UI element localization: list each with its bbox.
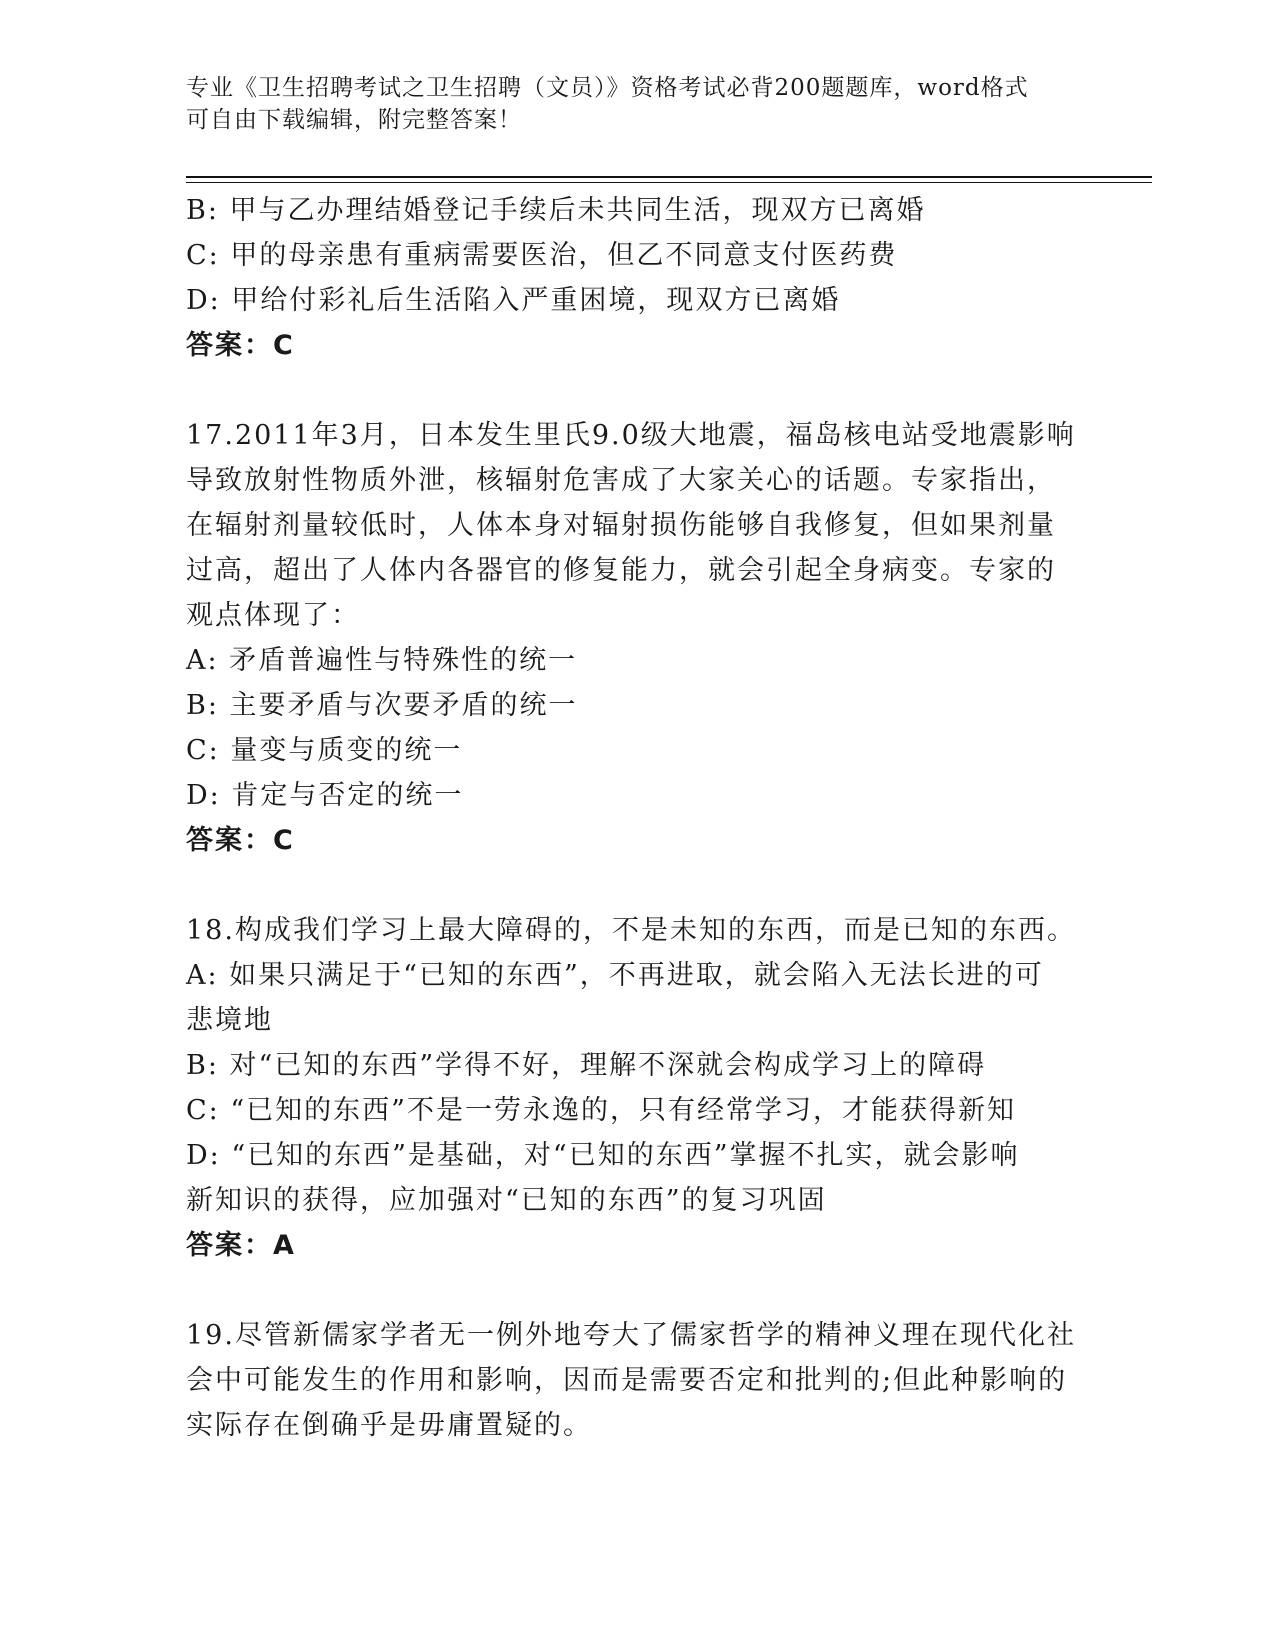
question-16-option-c: C: 甲的母亲患有重病需要医治，但乙不同意支付医药费	[186, 240, 898, 271]
question-17-stem-line-4: 过高，超出了人体内各器官的修复能力，就会引起全身病变。专家的	[186, 555, 1056, 586]
header-divider-thin	[186, 182, 1152, 183]
spacer	[186, 1268, 1086, 1313]
question-17-option-b: B: 主要矛盾与次要矛盾的统一	[186, 690, 578, 721]
question-17-stem-line-3: 在辐射剂量较低时，人体本身对辐射损伤能够自我修复，但如果剂量	[186, 510, 1056, 541]
spacer	[186, 863, 1086, 908]
question-18-answer: 答案：A	[186, 1230, 296, 1261]
question-16-option-b: B: 甲与乙办理结婚登记手续后未共同生活，现双方已离婚	[186, 195, 926, 226]
question-16	[186, 188, 1086, 368]
question-17-option-a: A: 矛盾普遍性与特殊性的统一	[186, 645, 578, 676]
header-title-line-1: 专业《卫生招聘考试之卫生招聘（文员）》资格考试必背200题题库，word格式	[186, 75, 1029, 101]
question-17	[186, 413, 1086, 863]
question-19-stem-line-3: 实际存在倒确乎是毋庸置疑的。	[186, 1410, 592, 1441]
header-title-line-2: 可自由下载编辑，附完整答案！	[186, 107, 522, 133]
question-18-option-d-line-1: D: “已知的东西”是基础，对“已知的东西”掌握不扎实，就会影响	[186, 1140, 1020, 1171]
question-16-answer: 答案：C	[186, 330, 295, 361]
question-18-option-a-line-1: A: 如果只满足于“已知的东西”，不再进取，就会陷入无法长进的可	[186, 960, 1044, 991]
spacer	[186, 368, 1086, 413]
question-17-stem-line-1: 17.2011年3月，日本发生里氏9.0级大地震，福岛核电站受地震影响	[186, 420, 1076, 451]
question-18-option-d-line-2: 新知识的获得，应加强对“已知的东西”的复习巩固	[186, 1185, 827, 1216]
question-16-option-d: D: 甲给付彩礼后生活陷入严重困境，现双方已离婚	[186, 285, 841, 316]
question-content	[186, 188, 1086, 1448]
question-18-option-c: C: “已知的东西”不是一劳永逸的，只有经常学习，才能获得新知	[186, 1095, 1016, 1126]
question-19	[186, 1313, 1086, 1448]
question-19-stem-line-1: 19.尽管新儒家学者无一例外地夸大了儒家哲学的精神义理在现代化社	[186, 1320, 1076, 1351]
document-header	[186, 72, 1086, 136]
question-19-stem-line-2: 会中可能发生的作用和影响，因而是需要否定和批判的;但此种影响的	[186, 1365, 1068, 1396]
question-17-stem-line-2: 导致放射性物质外泄，核辐射危害成了大家关心的话题。专家指出，	[186, 465, 1056, 496]
question-17-option-c: C: 量变与质变的统一	[186, 735, 463, 766]
question-18-stem: 18.构成我们学习上最大障碍的，不是未知的东西，而是已知的东西。	[186, 915, 1076, 946]
question-18-option-b: B: 对“已知的东西”学得不好，理解不深就会构成学习上的障碍	[186, 1050, 987, 1081]
question-18-option-a-line-2: 悲境地	[186, 1005, 273, 1036]
question-17-option-d: D: 肯定与否定的统一	[186, 780, 464, 811]
question-17-answer: 答案：C	[186, 825, 295, 856]
header-divider-thick	[186, 176, 1152, 178]
question-18	[186, 908, 1086, 1268]
question-17-stem-line-5: 观点体现了：	[186, 600, 360, 631]
